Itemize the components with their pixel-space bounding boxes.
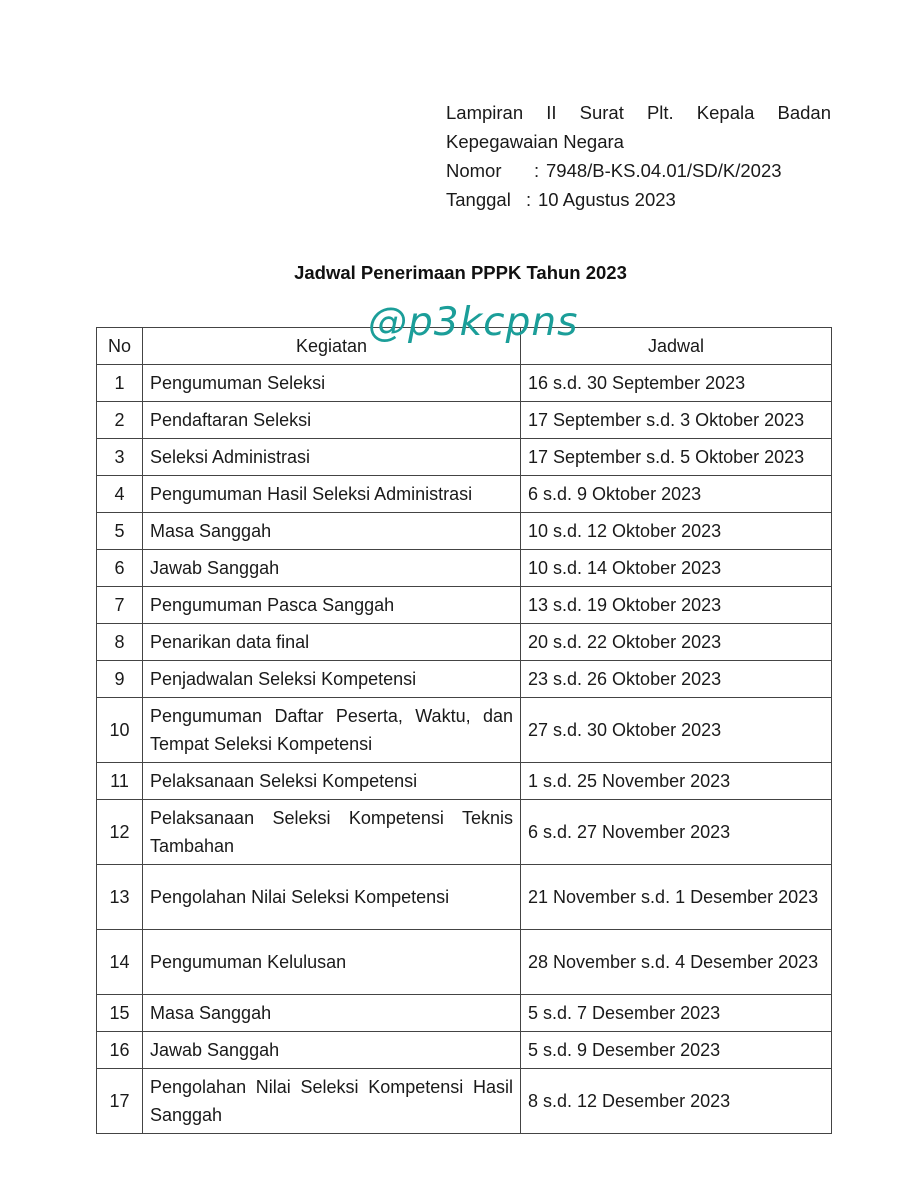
row-kegiatan: Masa Sanggah [143, 513, 521, 550]
row-jadwal: 5 s.d. 7 Desember 2023 [521, 995, 832, 1032]
document-title: Jadwal Penerimaan PPPK Tahun 2023 [294, 262, 627, 283]
table-row [97, 763, 832, 800]
row-jadwal: 20 s.d. 22 Oktober 2023 [521, 624, 832, 661]
row-kegiatan: Masa Sanggah [143, 995, 521, 1032]
table-row [97, 1069, 832, 1134]
row-kegiatan: Pengumuman Kelulusan [143, 930, 521, 995]
table-row [97, 800, 832, 865]
row-no: 13 [97, 865, 143, 930]
table-row [97, 865, 832, 930]
row-no: 11 [97, 763, 143, 800]
row-jadwal: 10 s.d. 14 Oktober 2023 [521, 550, 832, 587]
agency-line: Kepegawaian Negara [446, 131, 624, 152]
row-no: 14 [97, 930, 143, 995]
row-jadwal: 27 s.d. 30 Oktober 2023 [521, 698, 832, 763]
row-no: 10 [97, 698, 143, 763]
letter-number-separator: : [534, 160, 540, 181]
letter-reference-block [446, 98, 831, 214]
row-jadwal: 1 s.d. 25 November 2023 [521, 763, 832, 800]
row-no: 3 [97, 439, 143, 476]
attachment-line: Lampiran II Surat Plt. Kepala Badan [446, 102, 831, 123]
table-row [97, 402, 832, 439]
row-no: 15 [97, 995, 143, 1032]
row-jadwal: 23 s.d. 26 Oktober 2023 [521, 661, 832, 698]
table-row [97, 930, 832, 995]
table-row [97, 439, 832, 476]
row-jadwal: 5 s.d. 9 Desember 2023 [521, 1032, 832, 1069]
row-kegiatan: Pengumuman Seleksi [143, 365, 521, 402]
row-no: 7 [97, 587, 143, 624]
row-no: 5 [97, 513, 143, 550]
table-row [97, 661, 832, 698]
row-kegiatan: Penarikan data final [143, 624, 521, 661]
letter-number-row [446, 156, 831, 185]
row-kegiatan: Pengumuman Daftar Peserta, Waktu, dan Tempat Seleksi Kompetensi [143, 698, 521, 763]
table-row [97, 587, 832, 624]
row-no: 9 [97, 661, 143, 698]
header-kegiatan: Kegiatan [143, 328, 521, 365]
row-kegiatan: Pendaftaran Seleksi [143, 402, 521, 439]
row-kegiatan: Pengolahan Nilai Seleksi Kompetensi [143, 865, 521, 930]
row-no: 2 [97, 402, 143, 439]
table-row [97, 550, 832, 587]
row-jadwal: 13 s.d. 19 Oktober 2023 [521, 587, 832, 624]
letter-number-value: 7948/B-KS.04.01/SD/K/2023 [546, 160, 782, 181]
row-no: 1 [97, 365, 143, 402]
row-jadwal: 6 s.d. 9 Oktober 2023 [521, 476, 832, 513]
table-row [97, 513, 832, 550]
letter-date-row [446, 185, 831, 214]
letter-date-value: 10 Agustus 2023 [538, 189, 676, 210]
row-kegiatan: Pengumuman Pasca Sanggah [143, 587, 521, 624]
row-jadwal: 16 s.d. 30 September 2023 [521, 365, 832, 402]
watermark-handle: @p3kcpns [368, 300, 579, 345]
row-jadwal: 28 November s.d. 4 Desember 2023 [521, 930, 832, 995]
row-jadwal: 8 s.d. 12 Desember 2023 [521, 1069, 832, 1134]
row-no: 12 [97, 800, 143, 865]
row-kegiatan: Pelaksanaan Seleksi Kompetensi [143, 763, 521, 800]
row-kegiatan: Seleksi Administrasi [143, 439, 521, 476]
row-jadwal: 17 September s.d. 5 Oktober 2023 [521, 439, 832, 476]
letter-number-label: Nomor [446, 160, 502, 181]
letter-date-label: Tanggal [446, 189, 511, 210]
row-jadwal: 21 November s.d. 1 Desember 2023 [521, 865, 832, 930]
header-jadwal: Jadwal [521, 328, 832, 365]
row-no: 6 [97, 550, 143, 587]
schedule-table [96, 327, 832, 1134]
row-no: 17 [97, 1069, 143, 1134]
row-jadwal: 10 s.d. 12 Oktober 2023 [521, 513, 832, 550]
table-row [97, 698, 832, 763]
row-jadwal: 17 September s.d. 3 Oktober 2023 [521, 402, 832, 439]
table-row [97, 995, 832, 1032]
row-jadwal: 6 s.d. 27 November 2023 [521, 800, 832, 865]
table-row [97, 365, 832, 402]
table-row [97, 1032, 832, 1069]
row-kegiatan: Penjadwalan Seleksi Kompetensi [143, 661, 521, 698]
table-row [97, 624, 832, 661]
row-no: 16 [97, 1032, 143, 1069]
row-kegiatan: Jawab Sanggah [143, 550, 521, 587]
row-kegiatan: Pengolahan Nilai Seleksi Kompetensi Hasil Sanggah [143, 1069, 521, 1134]
row-kegiatan: Pelaksanaan Seleksi Kompetensi Teknis Tambahan [143, 800, 521, 865]
row-no: 8 [97, 624, 143, 661]
letter-date-separator: : [526, 189, 532, 210]
row-kegiatan: Jawab Sanggah [143, 1032, 521, 1069]
row-kegiatan: Pengumuman Hasil Seleksi Administrasi [143, 476, 521, 513]
header-no: No [97, 328, 143, 365]
row-no: 4 [97, 476, 143, 513]
table-row [97, 476, 832, 513]
